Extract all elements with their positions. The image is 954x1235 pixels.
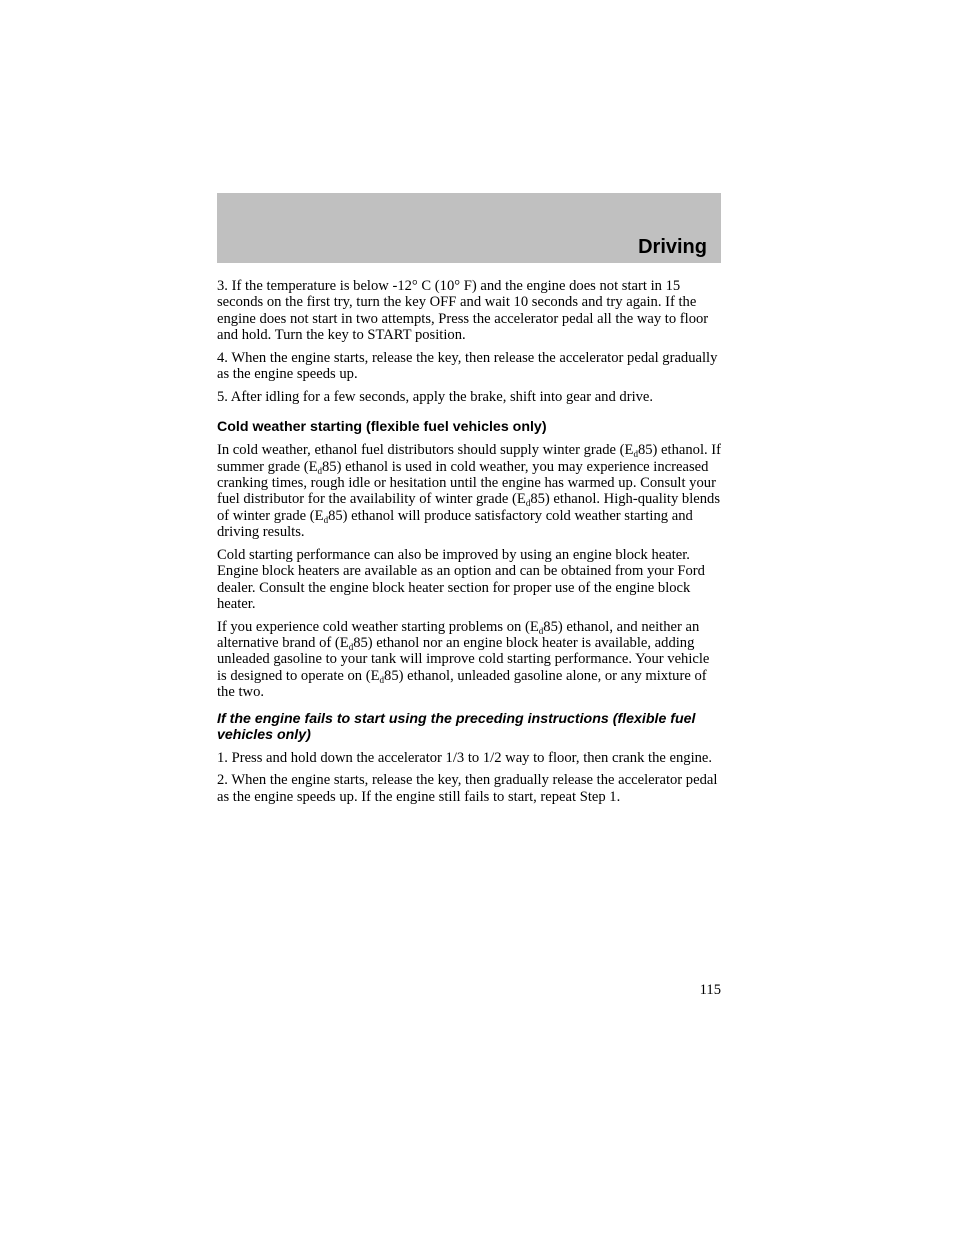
fails-step-1-paragraph: 1. Press and hold down the accelerator 1/3 to 1/2 way to floor, then crank the engine.	[217, 749, 713, 766]
step-3-paragraph: 3. If the temperature is below -12° C (10° F) and the engine does not start in 15 seconds on the first try, turn the key OFF and wait 10 seconds and try again. If the engine does not start in two attempts, Press the accelerator pedal all the way to floor and hold. Turn the key to START position.	[217, 278, 709, 344]
page-content	[217, 278, 722, 811]
section-title: Driving	[638, 236, 707, 258]
fails-to-start-heading: If the engine fails to start using the preceding instructions (flexible fuel vehicles only)	[217, 710, 696, 743]
page-number: 115	[699, 982, 721, 998]
fails-step-2-paragraph: 2. When the engine starts, release the key, then gradually release the accelerator pedal as the engine speeds up. If the engine still fails to start, repeat Step 1.	[217, 772, 718, 805]
cold-weather-paragraph-2: Cold starting performance can also be improved by using an engine block heater. Engine block heaters are available as an option and can be obtained from your Ford dealer. Consult the engine block heater section for proper use of the engine block heater.	[217, 546, 705, 613]
cold-weather-paragraph-3: If you experience cold weather starting problems on $(E_d85)$ ethanol, and neither an alternative brand of $(E_d85)$ ethanol nor an engine block heater is available, adding unleaded gasoline to your tank will improve cold starting performance. Your vehicle is designed to operate on $(E_d85)$ ethanol, unleaded gasoline alone, or any mixture of the two.	[217, 618, 710, 701]
step-5-paragraph: 5. After idling for a few seconds, apply the brake, shift into gear and drive.	[217, 388, 654, 405]
section-header-band	[217, 193, 721, 263]
cold-weather-heading: Cold weather starting (flexible fuel vehicles only)	[217, 419, 547, 436]
cold-weather-paragraph-1: In cold weather, ethanol fuel distributors should supply winter grade $(E_d85)$ ethanol. If summer grade $(E_d85)$ ethanol is used in cold weather, you may experience increased cranking times, rough idle or hesitation until the engine has warmed up. Consult your fuel distributor for the availability of winter grade $(E_d85)$ ethanol. High-quality blends of winter grade $(E_d85)$ ethanol will produce satisfactory cold weather starting and driving results.	[217, 442, 722, 541]
step-4-paragraph: 4. When the engine starts, release the key, then release the accelerator pedal gradually as the engine speeds up.	[217, 349, 718, 383]
